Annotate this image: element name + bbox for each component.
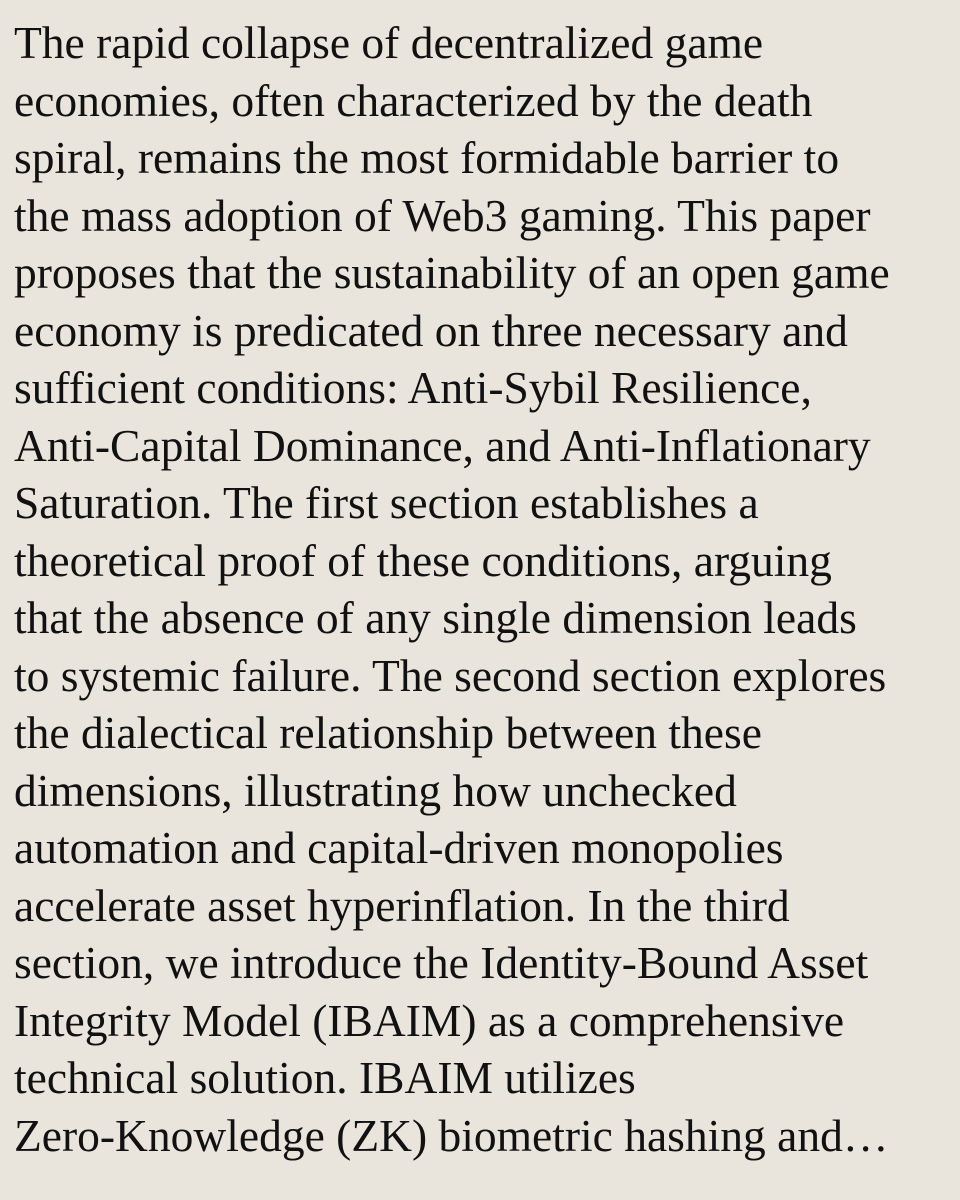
abstract-paragraph: The rapid collapse of decentralized game economies, often characterized by the death spiral, remains the most formidable barrier to the mass adoption of Web3 gaming. This paper proposes that the sustainability of an open game economy is predicated on three necessary and sufficient conditions: Anti-Sybil Resilience, Anti-Capital Dominance, and Anti-Inflationary Saturation. The first section establishes a theoretical proof of these conditions, arguing that the absence of any single dimension leads to systemic failure. The second section explores the dialectical relationship between these dimensions, illustrating how unchecked automation and capital-driven monopolies accelerate asset hyperinflation. In the third section, we introduce the Identity-Bound Asset Integrity Model (IBAIM) as a comprehensive technical solution. IBAIM utilizes Zero-Knowledge (ZK) biometric hashing and…	[14, 17, 890, 1161]
